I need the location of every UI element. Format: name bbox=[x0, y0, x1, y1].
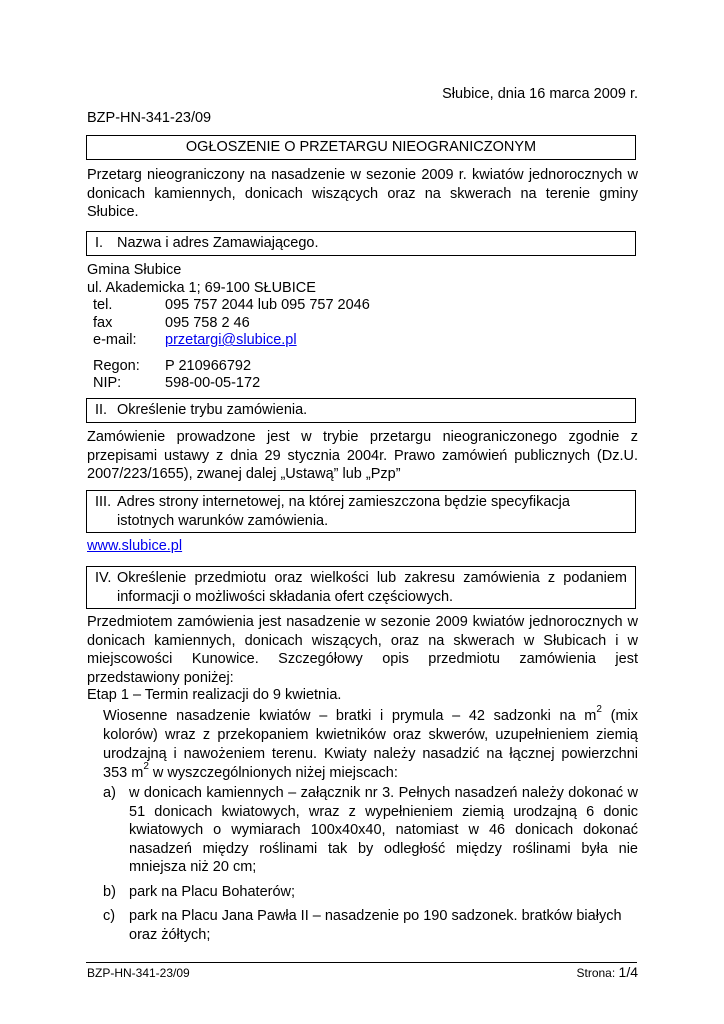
contact-value: P 210966792 bbox=[165, 357, 252, 374]
list-marker: b) bbox=[103, 883, 116, 900]
section-4-heading-box bbox=[86, 566, 636, 609]
list-item bbox=[103, 907, 638, 944]
org-address: ul. Akademicka 1; 69-100 SŁUBICE bbox=[87, 280, 316, 296]
contact-label: Regon: bbox=[93, 357, 140, 374]
spring-text-1: Wiosenne nasadzenie kwiatów – bratki i prymula – 42 sadzonki na m bbox=[103, 708, 597, 724]
website-link[interactable]: www.slubice.pl bbox=[87, 538, 183, 554]
contact-label: NIP: bbox=[93, 375, 122, 391]
contact-label: fax bbox=[93, 314, 113, 331]
contact-row bbox=[93, 297, 370, 315]
section-4-body: Przedmiotem zamówienia jest nasadzenie w sezonie 2009 kwiatów jednorocznych w donicach kamiennych, donicach wiszących, oraz na skwerach w Słubicach i w miejscowości Kunowice. Szczegółowy opis przedmiotu zamówienia jest przedstawiony poniżej: bbox=[87, 614, 638, 686]
contact-row bbox=[93, 358, 370, 376]
spring-planting-paragraph bbox=[103, 704, 638, 783]
list-item bbox=[103, 883, 638, 902]
list-marker: a) bbox=[103, 785, 116, 801]
intro-paragraph: Przetarg nieograniczony na nasadzenie w sezonie 2009 r. kwiatów jednorocznych w donicach kamiennych, donicach wiszących oraz na skwerach na terenie gminy Słubice. bbox=[87, 167, 638, 220]
footer-divider bbox=[86, 962, 637, 963]
section-4-number: IV. bbox=[95, 570, 112, 586]
list-text: park na Placu Bohaterów; bbox=[129, 883, 296, 900]
section-2-heading-box bbox=[86, 398, 636, 423]
location-list bbox=[103, 784, 638, 944]
section-2-body: Zamówienie prowadzone jest w trybie przetargu nieograniczonego zgodnie z przepisami ustawy z dnia 29 stycznia 2004r. Prawo zamówień publicznych (Dz.U. 2007/223/1655), zwanej dalej „Ustawą” lub „Pzp” bbox=[87, 429, 638, 482]
section-3-heading-box bbox=[86, 490, 636, 533]
contact-value: 598-00-05-172 bbox=[165, 375, 261, 391]
contact-value: 095 758 2 46 bbox=[165, 314, 250, 331]
footer-page bbox=[576, 964, 638, 980]
section-1-heading-box bbox=[86, 231, 636, 256]
footer-reference: BZP-HN-341-23/09 bbox=[87, 966, 190, 980]
list-text: park na Placu Jana Pawła II – nasadzenie po 190 sadzonek. bratków białych oraz żółtych; bbox=[129, 908, 622, 943]
section-2-number: II. bbox=[95, 402, 108, 418]
page-label: Strona: bbox=[576, 966, 616, 980]
spring-text-3: w wyszczególnionych niżej miejscach: bbox=[148, 765, 398, 781]
section-1-address bbox=[87, 261, 316, 297]
superscript-2: 2 bbox=[143, 761, 149, 773]
contact-row bbox=[93, 315, 370, 333]
document-date: Słubice, dnia 16 marca 2009 r. bbox=[442, 86, 638, 102]
list-text: w donicach kamiennych – załącznik nr 3. Pełnych nasadzeń należy dokonać w 51 donicach kwiatowych, wraz z wypełnieniem ziemią urodzajną 6 donic kwiatowych o wymiarach 100x40x40, natomiast w 46 donicach dokonać nasadzeń między roślinami tak by odległość między roślinami była nie mniejsza niż 20 cm; bbox=[129, 785, 638, 875]
contact-row bbox=[93, 332, 370, 350]
section-3-heading: Adres strony internetowej, na której zamieszczona będzie specyfikacja istotnych warunków zamówienia. bbox=[117, 494, 570, 529]
list-marker: c) bbox=[103, 908, 116, 924]
list-item bbox=[103, 784, 638, 877]
spring-text-2: (mix kolorów) wraz z przekopaniem kwietników oraz skwerów, uzupełnieniem ziemią urodzajną i nawożeniem terenu. Kwiaty należy nasadzić na łącznej powierzchni 353 m bbox=[103, 708, 638, 781]
contact-row bbox=[93, 375, 370, 393]
contact-label: tel. bbox=[93, 297, 113, 313]
stage-1-heading: Etap 1 – Termin realizacji do 9 kwietnia. bbox=[87, 687, 342, 703]
contact-label: e-mail: bbox=[93, 332, 137, 348]
page-number: 1/4 bbox=[618, 964, 638, 980]
section-2-heading: Określenie trybu zamówienia. bbox=[117, 402, 308, 418]
document-title: OGŁOSZENIE O PRZETARGU NIEOGRANICZONYM bbox=[86, 135, 636, 160]
document-reference: BZP-HN-341-23/09 bbox=[87, 110, 212, 126]
email-link[interactable]: przetargi@slubice.pl bbox=[165, 332, 297, 348]
section-1-number: I. bbox=[95, 235, 104, 251]
org-name: Gmina Słubice bbox=[87, 262, 182, 278]
section-4-heading: Określenie przedmiotu oraz wielkości lub zakresu zamówienia z podaniem informacji o możliwości składania ofert częściowych. bbox=[117, 570, 627, 605]
section-1-heading: Nazwa i adres Zamawiającego. bbox=[117, 235, 319, 251]
contact-value: 095 757 2044 lub 095 757 2046 bbox=[165, 297, 370, 313]
superscript-2: 2 bbox=[596, 704, 602, 716]
contact-table bbox=[93, 297, 370, 393]
section-3-number: III. bbox=[95, 494, 112, 510]
